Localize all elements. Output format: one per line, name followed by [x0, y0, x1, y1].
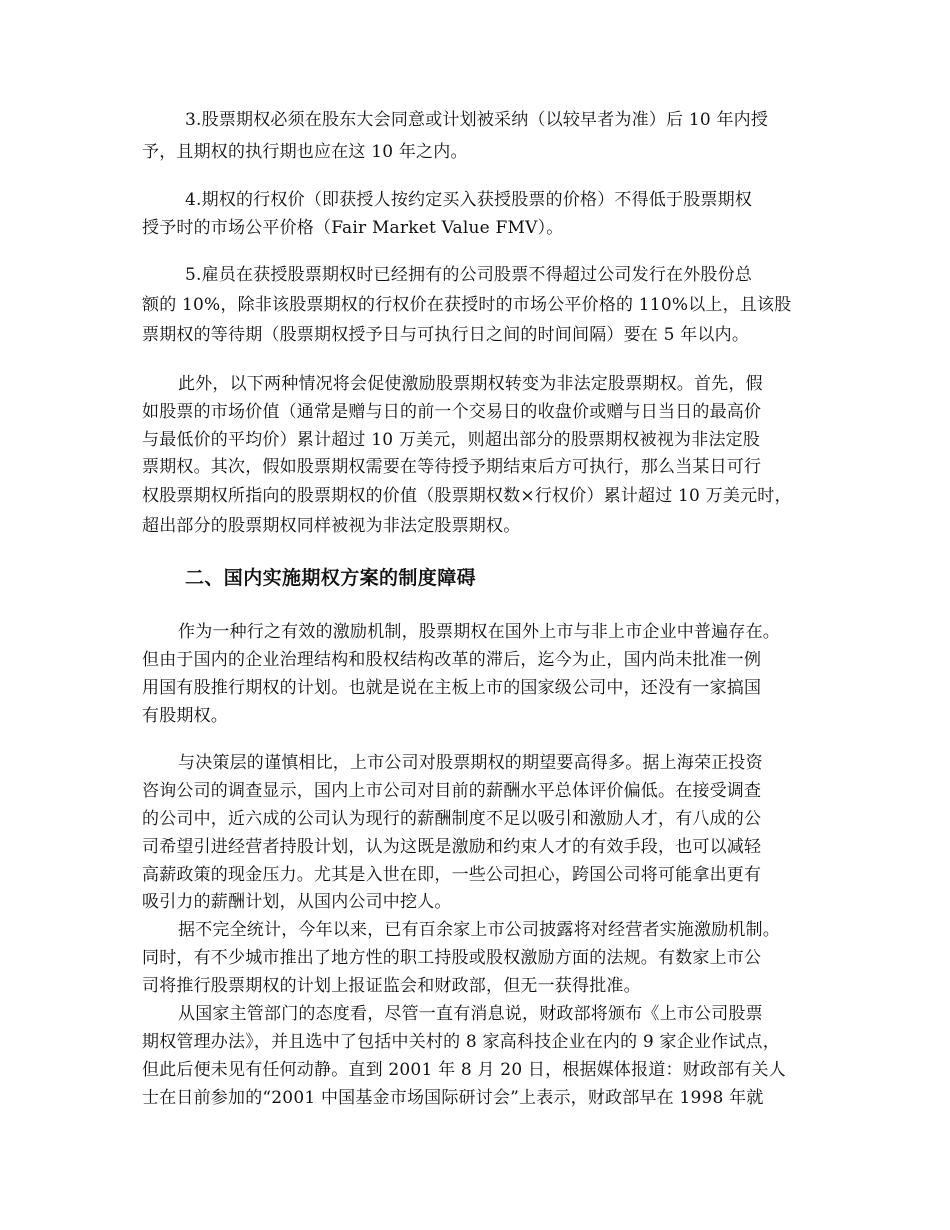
para-a-line-5: 权股票期权所指向的股票期权的价值（股票期权数×行权价）累计超过 10 万美元时， [142, 486, 792, 506]
item-5-line-1: 5.雇员在获授股票期权时已经拥有的公司股票不得超过公司发行在外股份总 [185, 265, 753, 285]
para-c-line-1: 与决策层的谨慎相比，上市公司对股票期权的期望要高得多。据上海荣正投资 [178, 753, 763, 773]
para-d-line-3: 司将推行股票期权的计划上报证监会和财政部，但无一获得批准。 [142, 976, 641, 996]
para-c-line-5: 高薪政策的现金压力。尤其是入世在即，一些公司担心，跨国公司将可能拿出更有 [142, 865, 762, 885]
item-5-line-2: 额的 10%，除非该股票期权的行权价在获授时的市场公平价格的 110%以上，且该股 [142, 295, 792, 315]
para-b-line-4: 有股期权。 [142, 706, 228, 726]
item-4-line-2: 授予时的市场公平价格（Fair Market Value FMV）。 [142, 218, 564, 238]
para-e-line-1: 从国家主管部门的态度看，尽管一直有消息说，财政部将颁布《上市公司股票 [178, 1004, 763, 1024]
para-b-line-3: 用国有股推行期权的计划。也就是说在主板上市的国家级公司中，还没有一家搞国 [142, 678, 762, 698]
para-d-line-2: 同时，有不少城市推出了地方性的职工持股或股权激励方面的法规。有数家上市公 [142, 948, 762, 968]
para-e-line-4: 士在日前参加的“2001 中国基金市场国际研讨会”上表示，财政部早在 1998 年就 [142, 1088, 764, 1108]
para-b-line-1: 作为一种行之有效的激励机制，股票期权在国外上市与非上市企业中普遍存在。 [178, 622, 780, 642]
para-a-line-6: 超出部分的股票期权同样被视为非法定股票期权。 [142, 516, 521, 536]
item-3-line-1: 3.股票期权必须在股东大会同意或计划被采纳（以较早者为准）后 10 年内授 [185, 110, 769, 130]
para-c-line-2: 咨询公司的调查显示，国内上市公司对目前的薪酬水平总体评价偏低。在接受调查 [142, 781, 762, 801]
para-b-line-2: 但由于国内的企业治理结构和股权结构改革的滞后，迄今为止，国内尚未批准一例 [142, 650, 762, 670]
para-c-line-3: 的公司中，近六成的公司认为现行的薪酬制度不足以吸引和激励人才，有八成的公 [142, 809, 762, 829]
para-d-line-1: 据不完全统计，今年以来，已有百余家上市公司披露将对经营者实施激励机制。 [178, 920, 780, 940]
para-a-line-1: 此外，以下两种情况将会促使激励股票期权转变为非法定股票期权。首先，假 [178, 374, 763, 394]
item-3-line-2: 予，且期权的执行期也应在这 10 年之内。 [142, 142, 468, 162]
para-a-line-2: 如股票的市场价值（通常是赠与日的前一个交易日的收盘价或赠与日当日的最高价 [142, 402, 762, 422]
item-5-line-3: 票期权的等待期（股票期权授予日与可执行日之间的时间间隔）要在 5 年以内。 [142, 325, 750, 345]
para-c-line-6: 吸引力的薪酬计划，从国内公司中挖人。 [142, 892, 452, 912]
para-e-line-2: 期权管理办法》，并且选中了包括中关村的 8 家高科技企业在内的 9 家企业作试点， [142, 1032, 780, 1052]
section-heading: 二、国内实施期权方案的制度障碍 [185, 567, 477, 589]
para-e-line-3: 但此后便未见有任何动静。直到 2001 年 8 月 20 日，根据媒体报道：财政部有关人 [142, 1060, 786, 1080]
para-a-line-3: 与最低价的平均价）累计超过 10 万美元，则超出部分的股票期权被视为非法定股 [142, 430, 761, 450]
para-c-line-4: 司希望引进经营者持股计划，认为这既是激励和约束人才的有效手段，也可以减轻 [142, 837, 762, 857]
item-4-line-1: 4.期权的行权价（即获授人按约定买入获授股票的价格）不得低于股票期权 [185, 190, 753, 210]
para-a-line-4: 票期权。其次，假如股票期权需要在等待授予期结束后方可执行，那么当某日可行 [142, 457, 762, 477]
